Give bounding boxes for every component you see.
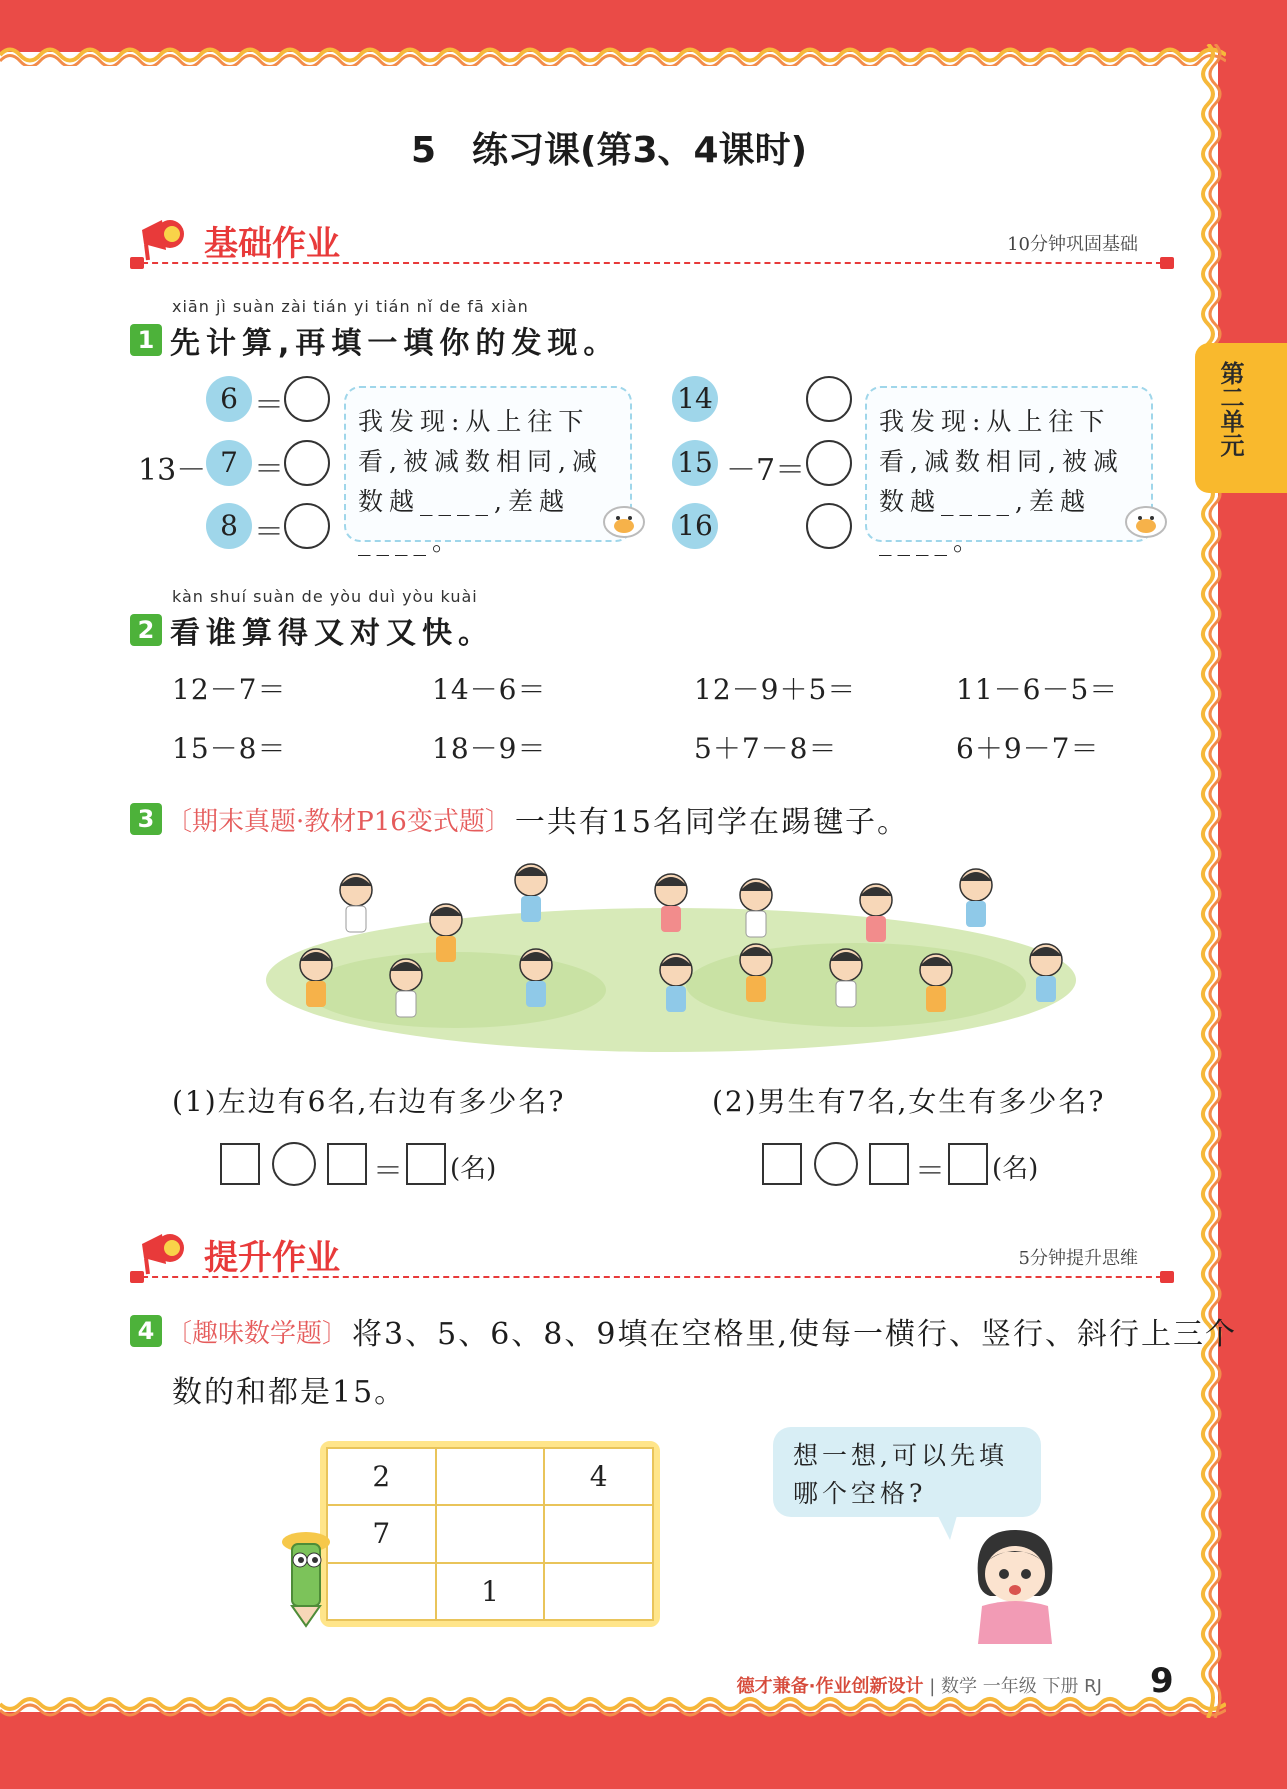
footer-info: 数学 一年级 下册 RJ [941,1676,1102,1697]
q1-right-answer-1[interactable] [806,376,852,422]
rule-end-left [130,1271,144,1283]
q3-eq1-box-1[interactable] [220,1143,260,1185]
q1-right-note: 我发现:从上往下看,减数相同,被减数越____,差越____。 [865,386,1153,542]
grid-cell[interactable] [436,1448,545,1505]
q1-right-subtrahend: －7＝ [726,453,806,488]
q4-text-line2: 数的和都是15。 [172,1375,407,1410]
q3-eq1-operator[interactable] [272,1142,316,1186]
grid-cell[interactable]: 2 [327,1448,436,1505]
footer-brand: 德才兼备·作业创新设计 [736,1676,924,1697]
grid-cell[interactable] [544,1505,653,1562]
q1-right-minuend-2: 15 [672,440,718,486]
q1-right-answer-3[interactable] [806,503,852,549]
q3-eq1-box-2[interactable] [327,1143,367,1185]
q1-left-answer-2[interactable] [284,440,330,486]
speech-bubble-tail [936,1512,958,1540]
q1-right-answer-2[interactable] [806,440,852,486]
page-title: 5 练习课(第3、4课时) [410,130,808,171]
girl-character-icon [960,1522,1070,1644]
q2-number: 2 [130,614,162,646]
q1-left-subtrahend-1: 6 [206,376,252,422]
q3-sub1: (1)左边有6名,右边有多少名? [172,1085,566,1118]
q1-pinyin: xiān jì suàn zài tián yi tián nǐ de fā xiàn [172,297,529,316]
page-number: 9 [1150,1661,1174,1701]
section-basic-label: 基础作业 [204,224,340,264]
grid-cell[interactable] [544,1563,653,1620]
q1-number: 1 [130,324,162,356]
q3-tag: 〔期末真题·教材P16变式题〕 [166,806,511,837]
section-advanced-header [132,1222,1172,1292]
equals-sign: ＝ [254,388,284,423]
section-basic-hint: 10分钟巩固基础 [1007,234,1138,255]
q2-heading [130,608,494,652]
q2-problem: 6＋9－7＝ [956,732,1100,765]
section-advanced-hint: 5分钟提升思维 [1018,1248,1138,1269]
magic-square-grid [320,1441,660,1627]
q1-left-answer-1[interactable] [284,376,330,422]
q1-right-minuend-1: 14 [672,376,718,422]
q2-problem: 11－6－5＝ [956,673,1119,706]
q3-heading [130,797,909,841]
q2-problem: 14－6＝ [432,673,547,706]
grid-cell[interactable]: 1 [436,1563,545,1620]
section-advanced-rule [132,1276,1172,1278]
q1-left-note: 我发现:从上往下看,被减数相同,减数越____,差越____。 [344,386,632,542]
q2-problem: 12－7＝ [172,673,287,706]
footer-divider: | [929,1676,936,1697]
q3-eq1-unit: (名) [450,1154,497,1184]
q4-text-line1: 将3、5、6、8、9填在空格里,使每一横行、竖行、斜行上三个 [352,1317,1237,1352]
top-wave-border [0,44,1226,66]
grid-cell[interactable] [327,1563,436,1620]
q3-eq2-result[interactable] [948,1143,988,1185]
q3-eq2-operator[interactable] [814,1142,858,1186]
rule-end-right [1160,1271,1174,1283]
rule-end-right [1160,257,1174,269]
q2-problem: 15－8＝ [172,732,287,765]
section-basic-header [132,208,1172,278]
right-wave-border [1200,44,1226,1718]
pencil-mascot-icon [270,1522,340,1632]
q1-text: 先计算,再填一填你的发现。 [170,326,620,361]
hint-speech-bubble: 想一想,可以先填哪个空格? [773,1427,1041,1517]
unit-side-tab [1195,343,1287,493]
q1-left-subtrahend-3: 8 [206,503,252,549]
hamster-icon [600,496,648,540]
footer [737,1672,1102,1698]
rule-end-left [130,257,144,269]
q1-heading [130,318,619,362]
hamster-icon [1122,496,1170,540]
q4-tag: 〔趣味数学题〕 [166,1318,349,1349]
q4-number: 4 [130,1315,162,1347]
q1-left-answer-3[interactable] [284,503,330,549]
grid-cell[interactable]: 7 [327,1505,436,1562]
q3-sub2: (2)男生有7名,女生有多少名? [712,1085,1106,1118]
equals-sign: ＝ [915,1154,945,1189]
q1-left-minuend: 13－ [138,453,207,488]
bottom-wave-border [0,1696,1226,1718]
kids-playing-illustration [256,850,1086,1060]
equals-sign: ＝ [254,515,284,550]
q4-heading [130,1309,1237,1353]
q3-number: 3 [130,803,162,835]
grid-cell[interactable]: 4 [544,1448,653,1505]
grid-cell[interactable] [436,1505,545,1562]
section-advanced-label: 提升作业 [204,1238,340,1278]
q3-eq2-box-2[interactable] [869,1143,909,1185]
q2-pinyin: kàn shuí suàn de yòu duì yòu kuài [172,587,478,606]
q2-problem: 18－9＝ [432,732,547,765]
q2-problem: 12－9＋5＝ [694,673,857,706]
q1-left-subtrahend-2: 7 [206,440,252,486]
q2-text: 看谁算得又对又快。 [170,616,494,651]
q1-right-minuend-3: 16 [672,503,718,549]
q3-text: 一共有15名同学在踢毽子。 [514,805,910,840]
equals-sign: ＝ [373,1154,403,1189]
q3-eq1-result[interactable] [406,1143,446,1185]
q3-eq2-box-1[interactable] [762,1143,802,1185]
q3-eq2-unit: (名) [992,1154,1039,1184]
unit-side-tab-label: 第二单元 [1216,361,1244,457]
q2-problem: 5＋7－8＝ [694,732,838,765]
section-basic-rule [132,262,1172,264]
equals-sign: ＝ [254,452,284,487]
